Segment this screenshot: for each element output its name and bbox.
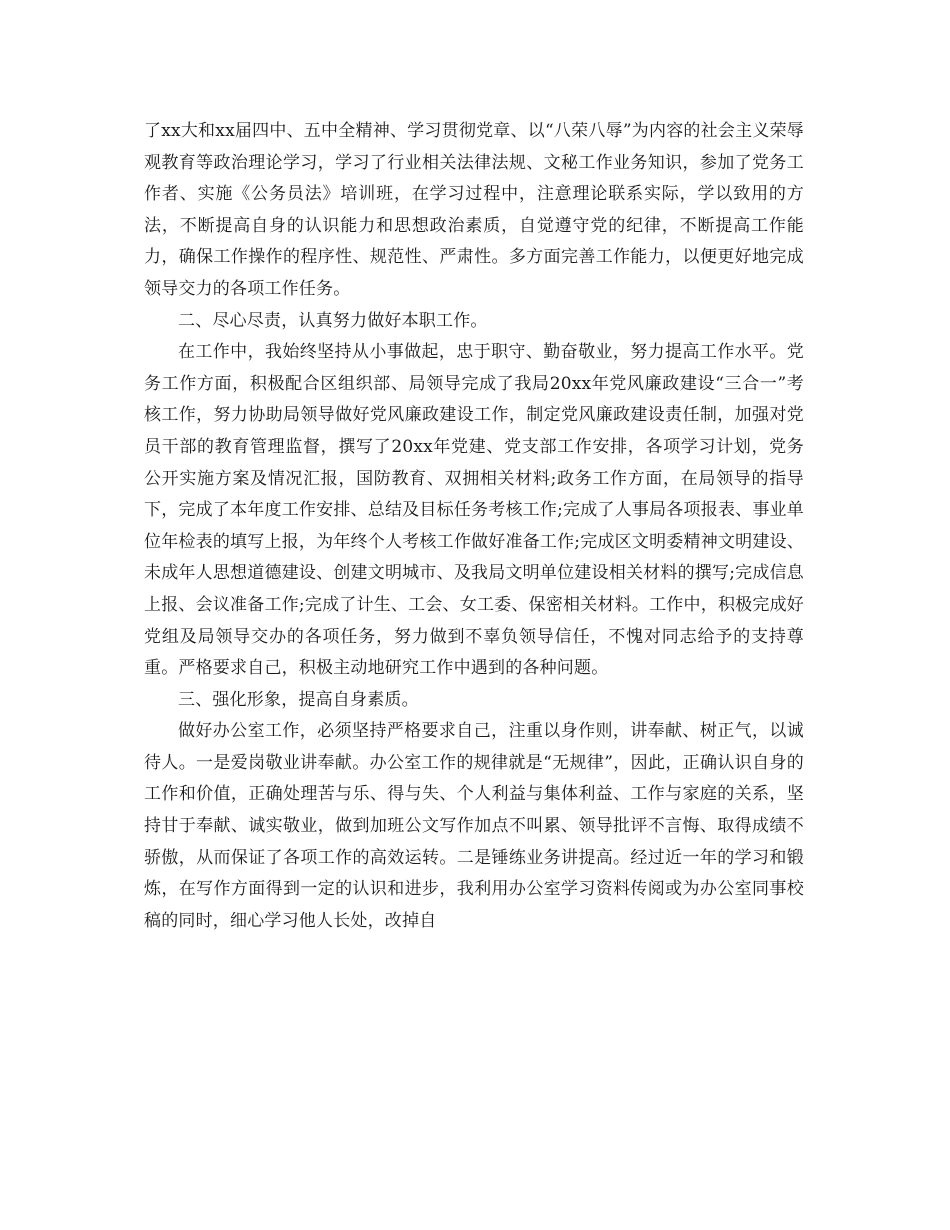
paragraph-work-duties: 在工作中，我始终坚持从小事做起，忠于职守、勤奋敬业，努力提高工作水平。党务工作方面，积极配合区组织部、局领导完成了我局20xx年党风廉政建设“三合一”考核工作，努力协助局领导做好党风廉政建设工作，制定党风廉政建设责任制，加强对党员干部的教育管理监督，撰写了20xx年党建、党支部工作安排，各项学习计划，党务公开实施方案及情况汇报，国防教育、双拥相关材料;政务工作方面，在局领导的指导下，完成了本年度工作安排、总结及目标任务考核工作;完成了人事局各项报表、事业单位年检表的填写上报，为年终个人考核工作做好准备工作;完成区文明委精神文明建设、未成年人思想道德建设、创建文明城市、及我局文明单位建设相关材料的撰写;完成信息上报、会议准备工作;完成了计生、工会、女工委、保密相关材料。工作中，积极完成好党组及局领导交办的各项任务，努力做到不辜负领导信任，不愧对同志给予的支持尊重。严格要求自己，积极主动地研究工作中遇到的各种问题。	[144, 342, 804, 679]
paragraph-self-quality: 做好办公室工作，必须坚持严格要求自己，注重以身作则，讲奉献、树正气，以诚待人。一是爱岗敬业讲奉献。办公室工作的规律就是“无规律”，因此，正确认识自身的工作和价值，正确处理苦与乐、得与失、个人利益与集体利益、工作与家庭的关系，坚持甘于奉献、诚实敬业，做到加班公文写作加点不叫累、领导批评不言悔、取得成绩不骄傲，从而保证了各项工作的高效运转。二是锤练业务讲提高。经过近一年的学习和锻炼，在写作方面得到一定的认识和进步，我利用办公室学习资料传阅或为办公室同事校稿的同时，细心学习他人长处，改掉自	[144, 721, 804, 931]
paragraph-continuation: 了xx大和xx届四中、五中全精神、学习贯彻党章、以“八荣八辱”为内容的社会主义荣辱观教育等政治理论学习，学习了行业相关法律法规、文秘工作业务知识，参加了党务工作者、实施《公务员法》培训班，在学习过程中，注意理论联系实际，学以致用的方法，不断提高自身的认识能力和思想政治素质，自觉遵守党的纪律，不断提高工作能力，确保工作操作的程序性、规范性、严肃性。多方面完善工作能力，以便更好地完成领导交力的各项工作任务。	[144, 121, 804, 299]
section-heading-3: 三、强化形象，提高自身素质。	[178, 689, 419, 710]
section-heading-2: 二、尽心尽责，认真努力做好本职工作。	[178, 310, 488, 331]
document-body	[144, 116, 804, 937]
